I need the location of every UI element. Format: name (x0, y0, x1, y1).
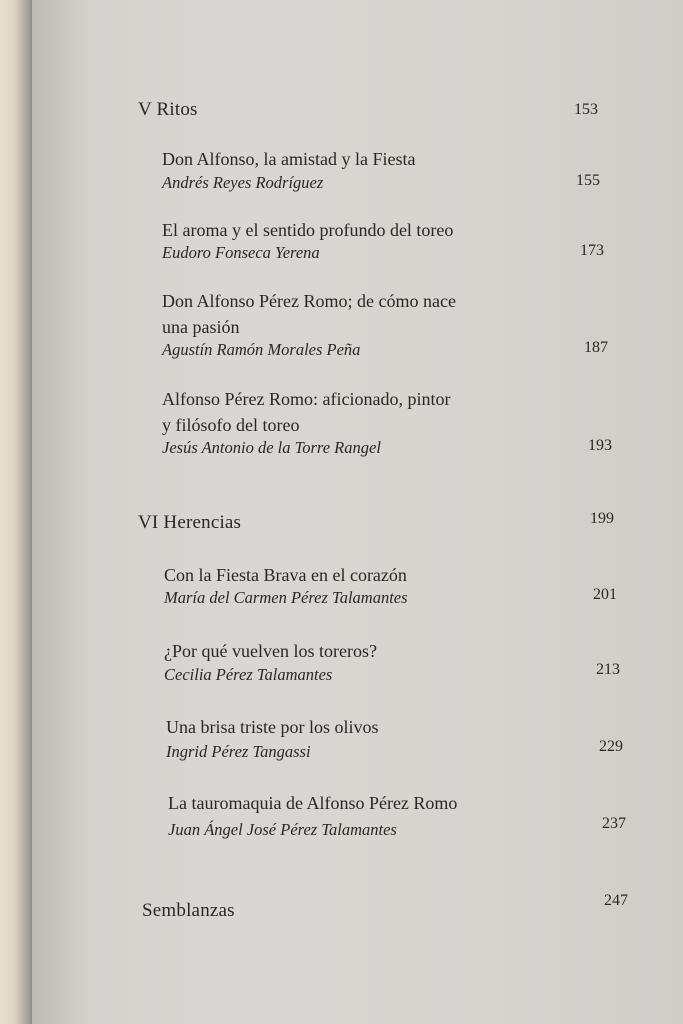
entry-page-number: 237 (602, 815, 626, 832)
entry-title: Alfonso Pérez Romo: aficionado, pintor (162, 389, 451, 409)
section-page-number: 199 (590, 510, 614, 527)
entry-title: Don Alfonso, la amistad y la Fiesta (162, 149, 416, 169)
entry-author: Jesús Antonio de la Torre Rangel (162, 438, 381, 457)
entry-page-number: 187 (584, 339, 608, 356)
entry-title: El aroma y el sentido profundo del toreo (162, 220, 454, 240)
entry-author: Cecilia Pérez Talamantes (164, 665, 333, 684)
entry-author: María del Carmen Pérez Talamantes (164, 588, 408, 607)
entry-author: Andrés Reyes Rodríguez (162, 173, 324, 192)
entry-title: Don Alfonso Pérez Romo; de cómo nace (162, 291, 456, 311)
entry-title: Con la Fiesta Brava en el corazón (164, 565, 407, 585)
entry-author: Juan Ángel José Pérez Talamantes (168, 820, 397, 839)
section-title: Semblanzas (142, 900, 235, 921)
entry-author: Agustín Ramón Morales Peña (162, 340, 361, 359)
entry-title-continuation: y filósofo del toreo (162, 415, 300, 435)
section-page-number: 247 (604, 892, 628, 909)
entry-page-number: 155 (576, 172, 600, 189)
entry-page-number: 193 (588, 437, 612, 454)
entry-title-continuation: una pasión (162, 317, 240, 337)
entry-title: ¿Por qué vuelven los toreros? (164, 641, 377, 661)
entry-author: Ingrid Pérez Tangassi (166, 742, 311, 761)
entry-title: La tauromaquia de Alfonso Pérez Romo (168, 793, 458, 813)
book-page (32, 0, 683, 1024)
entry-page-number: 201 (593, 586, 617, 603)
section-title: VI Herencias (138, 512, 242, 533)
entry-title: Una brisa triste por los olivos (166, 717, 379, 737)
entry-page-number: 173 (580, 242, 604, 259)
book-spine-edge (0, 0, 32, 1024)
section-page-number: 153 (574, 101, 598, 118)
entry-author: Eudoro Fonseca Yerena (162, 243, 320, 262)
entry-page-number: 229 (599, 738, 623, 755)
section-title: V Ritos (138, 99, 198, 120)
entry-page-number: 213 (596, 661, 620, 678)
